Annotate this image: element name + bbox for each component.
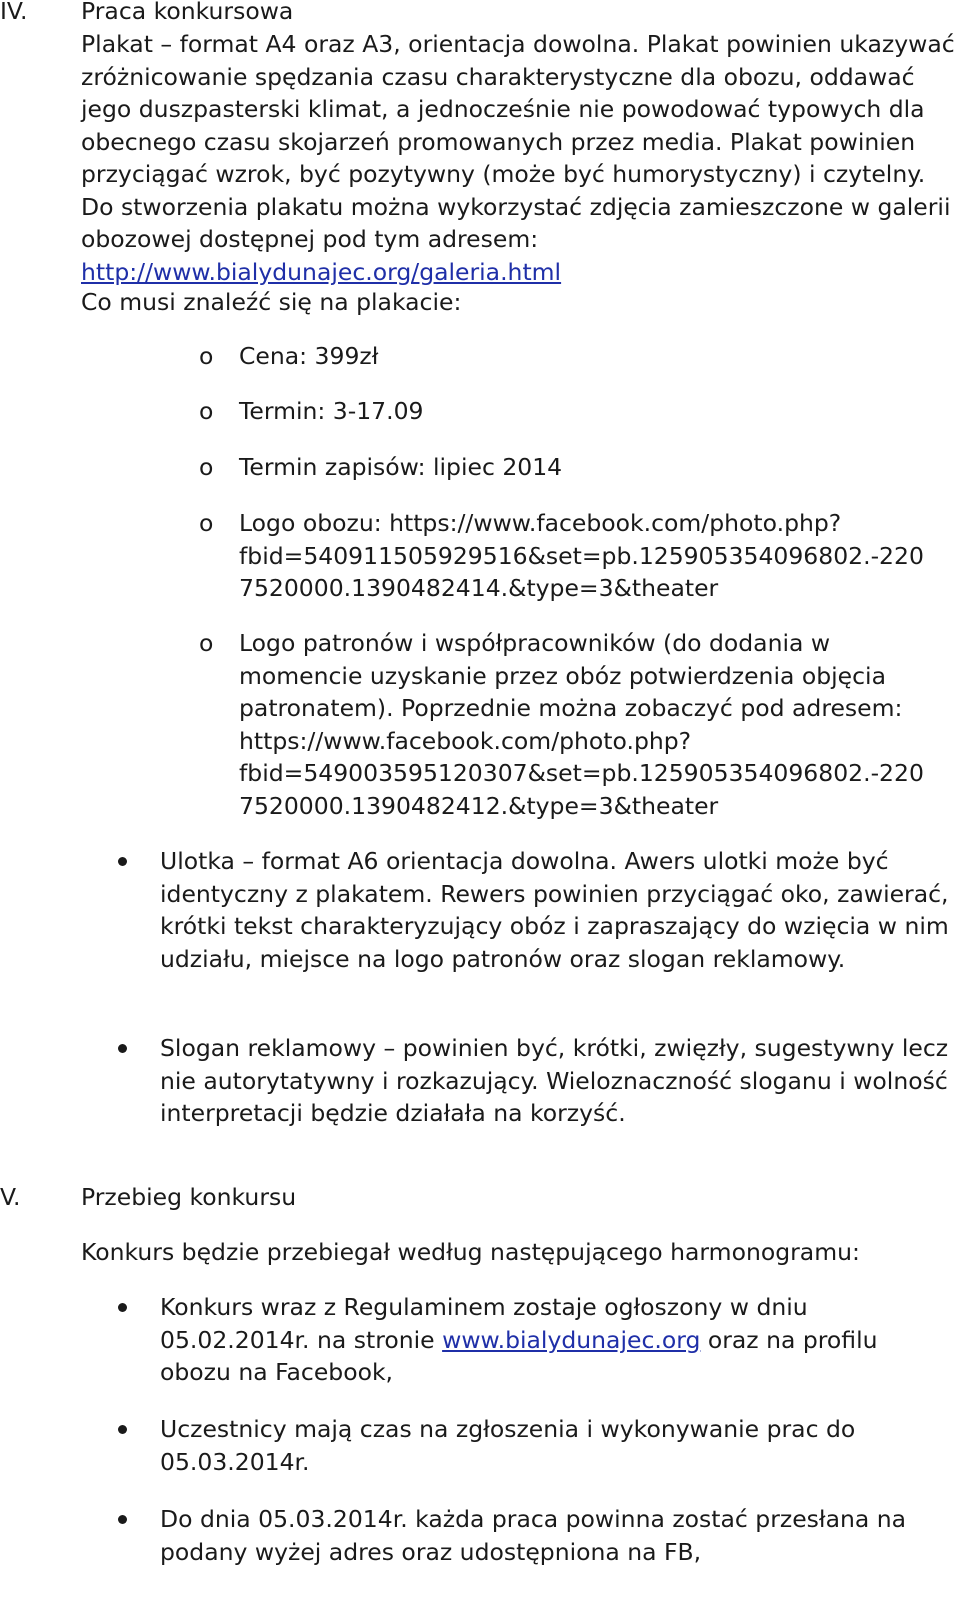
poster-paragraph	[81, 28, 960, 288]
bullet-icon	[118, 1303, 127, 1312]
must-include-heading: Co musi znaleźć się na plakacie:	[81, 288, 462, 316]
section-title: Przebieg konkursu	[81, 1183, 297, 1211]
list-item-camp-logo: Logo obozu: https://www.facebook.com/photo.php? fbid=540911505929516&set=pb.125905354096802.-220 7520000.1390482414.&type=3&theater	[239, 509, 924, 602]
list-marker: o	[199, 509, 214, 537]
section-number: V.	[0, 1183, 21, 1211]
poster-description: Plakat – format A4 oraz A3, orientacja dowolna. Plakat powinien ukazywać zróżnicowanie spędzania czasu charakterystyczne dla obozu, oddawać jego duszpasterski klimat, a jednocześnie nie powodować typowych dla obecnego czasu skojarzeń promowanych przez media. Plakat powinien przyciągać wzrok, być pozytywny (może być humorystyczny) i czytelny. Do stworzenia plakatu można wykorzystać zdjęcia zamieszczone w galerii obozowej dostępnej pod tym adresem:	[81, 30, 955, 253]
list-item-patron-logos: Logo patronów i współpracowników (do dodania w momencie uzyskanie przez obóz potwierdzenia objęcia patronatem). Poprzednie można zobaczyć pod adresem: https://www.facebook.com/photo.php? fbid=549003595120307&set=pb.125905354096802.-220 7520000.1390482412.&type=3&theater	[239, 629, 924, 820]
announcement-text-end: oraz na profilu obozu na Facebook,	[160, 1325, 878, 1386]
bullet-icon	[118, 1044, 127, 1053]
gallery-link[interactable]: http://www.bialydunajec.org/galeria.html	[81, 257, 562, 286]
bullet-icon	[118, 1515, 127, 1524]
announcement-text-start: Konkurs wraz z Regulaminem zostaje ogłoszony w dniu 05.02.2014r. na stronie	[160, 1293, 808, 1354]
list-item-slogan: Slogan reklamowy – powinien być, krótki, zwięzły, sugestywny lecz nie autorytatywny i rozkazujący. Wieloznaczność sloganu i wolność interpretacji będzie działała na korzyść.	[160, 1034, 949, 1127]
list-marker: o	[199, 629, 214, 657]
list-marker: o	[199, 397, 214, 425]
website-link[interactable]: www.bialydunajec.org	[442, 1325, 701, 1354]
list-item-leaflet: Ulotka – format A6 orientacja dowolna. Awers ulotki może być identyczny z plakatem. Rewers powinien przyciągać oko, zawierać, krótki tekst charakteryzujący obóz i zapraszający do wzięcia w nim udziału, miejsce na logo patronów oraz slogan reklamowy.	[160, 847, 949, 973]
list-marker: o	[199, 342, 214, 370]
list-item-submission: Do dnia 05.03.2014r. każda praca powinna zostać przesłana na podany wyżej adres oraz udostępniona na FB,	[160, 1505, 907, 1566]
list-item-price: Cena: 399zł	[239, 342, 379, 370]
list-item-registration: Termin zapisów: lipiec 2014	[239, 453, 563, 481]
schedule-intro: Konkurs będzie przebiegał według następującego harmonogramu:	[81, 1238, 860, 1266]
list-item-announcement	[160, 1291, 952, 1389]
bullet-icon	[118, 1425, 127, 1434]
list-item-dates: Termin: 3-17.09	[239, 397, 424, 425]
section-title: Praca konkursowa	[81, 0, 294, 25]
list-marker: o	[199, 453, 214, 481]
list-item-deadline: Uczestnicy mają czas na zgłoszenia i wykonywanie prac do 05.03.2014r.	[160, 1415, 856, 1476]
section-number: IV.	[0, 0, 28, 25]
bullet-icon	[118, 857, 127, 866]
